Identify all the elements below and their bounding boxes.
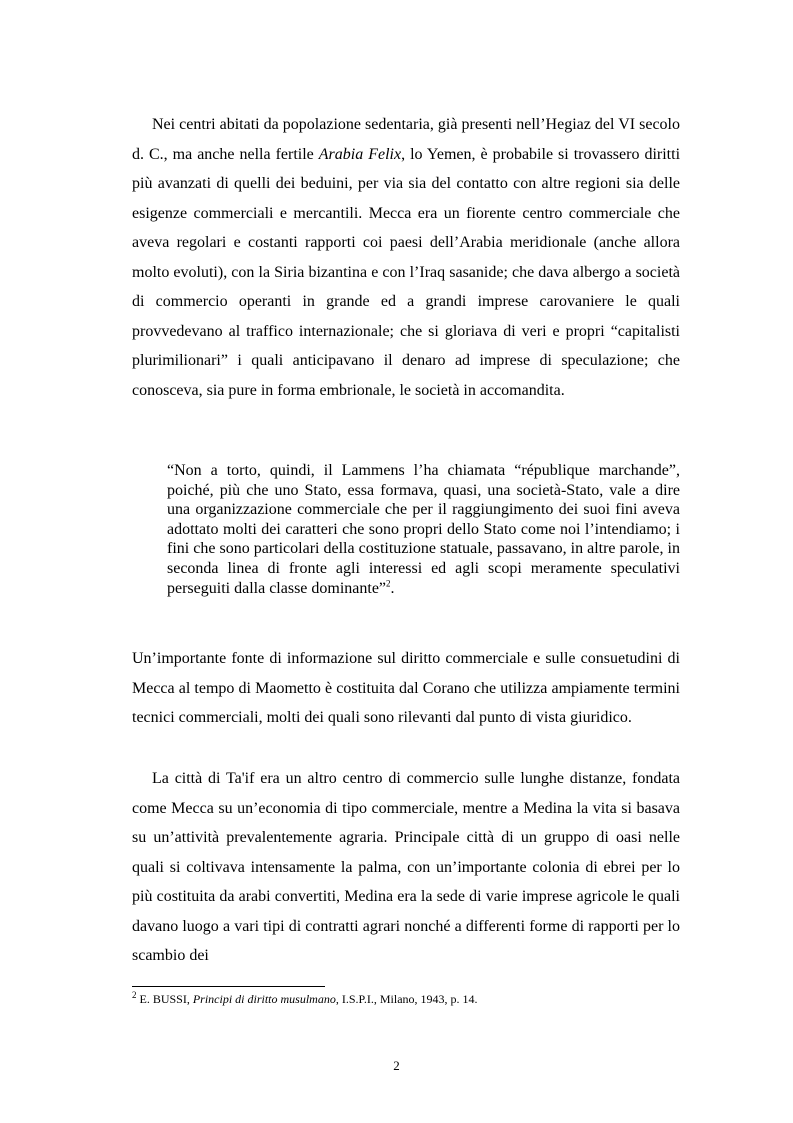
paragraph-1-text-a: Nei centri abitati da popolazione sedentaria, già presenti nell’Hegiaz del VI secolo d. C., ma anche nella fertile bbox=[132, 116, 680, 163]
quote-text: “Non a torto, quindi, il Lammens l’ha chiamata “république marchande”, poiché, più che uno Stato, essa formava, quasi, una società-Stato, vale a dire una organizzazione commerciale che per il raggiungimento dei suoi fini aveva adottato molti dei caratteri che sono propri dello Stato come noi l’intendiamo; i fini che sono particolari della costituzione statuale, passavano, in altre parole, in seconda linea di fronte agli interessi ed agli scopi meramente speculativi perseguiti dalla classe dominante” bbox=[167, 462, 680, 597]
body-paragraph-3: La città di Ta'if era un altro centro di commercio sulle lunghe distanze, fondata come Mecca su un’economia di tipo commerciale, mentre a Medina la vita si basava su un’attività prevalentemente agraria. Principale città di un gruppo di oasi nelle quali si coltivava intensamente la palma, con un’importante colonia di ebrei per lo più costituita da arabi convertiti, Medina era la sede di varie imprese agricole le quali davano luogo a vari tipi di contratti agrari nonché a differenti forme di rapporti per lo scambio dei bbox=[132, 770, 680, 964]
body-paragraph-2: Un’importante fonte di informazione sul diritto commerciale e sulle consuetudini di Mecca al tempo di Maometto è costituita dal Corano che utilizza ampiamente termini tecnici commerciali, molti dei quali sono rilevanti dal punto di vista giuridico. bbox=[132, 650, 680, 726]
paragraph-1-text-b: , lo Yemen, è probabile si trovassero diritti più avanzati di quelli dei beduini, per via sia del contatto con altre regioni sia delle esigenze commerciali e mercantili. Mecca era un fiorente centro commerciale che aveva regolari e costanti rapporti coi paesi dell’Arabia meridionale (anche allora molto evoluti), con la Siria bizantina e con l’Iraq sasanide; che dava albergo a società di commercio operanti in grande ed a grandi imprese carovaniere le quali provvedevano al traffico internazionale; che si gloriava di veri e propri “capitalisti plurimilionari” i quali anticipavano il denaro ad imprese di speculazione; che conosceva, sia pure in forma embrionale, le società in accomandita. bbox=[132, 145, 681, 399]
footnote-title: Principi di diritto musulmano bbox=[192, 992, 336, 1006]
paragraph-1-italic-term: Arabia Felix bbox=[318, 145, 402, 163]
footnote bbox=[132, 992, 692, 1007]
footnote-number: 2 bbox=[132, 990, 137, 1000]
footnote-separator bbox=[132, 986, 325, 987]
footnote-reference[interactable]: 2 bbox=[386, 578, 391, 589]
block-quote bbox=[167, 461, 680, 598]
body-paragraph-1 bbox=[132, 110, 680, 405]
footnote-rest: , I.S.P.I., Milano, 1943, p. 14. bbox=[335, 992, 478, 1006]
quote-end: . bbox=[390, 579, 395, 597]
footnote-author: E. BUSSI, bbox=[136, 992, 193, 1006]
page-number: 2 bbox=[393, 1058, 400, 1073]
